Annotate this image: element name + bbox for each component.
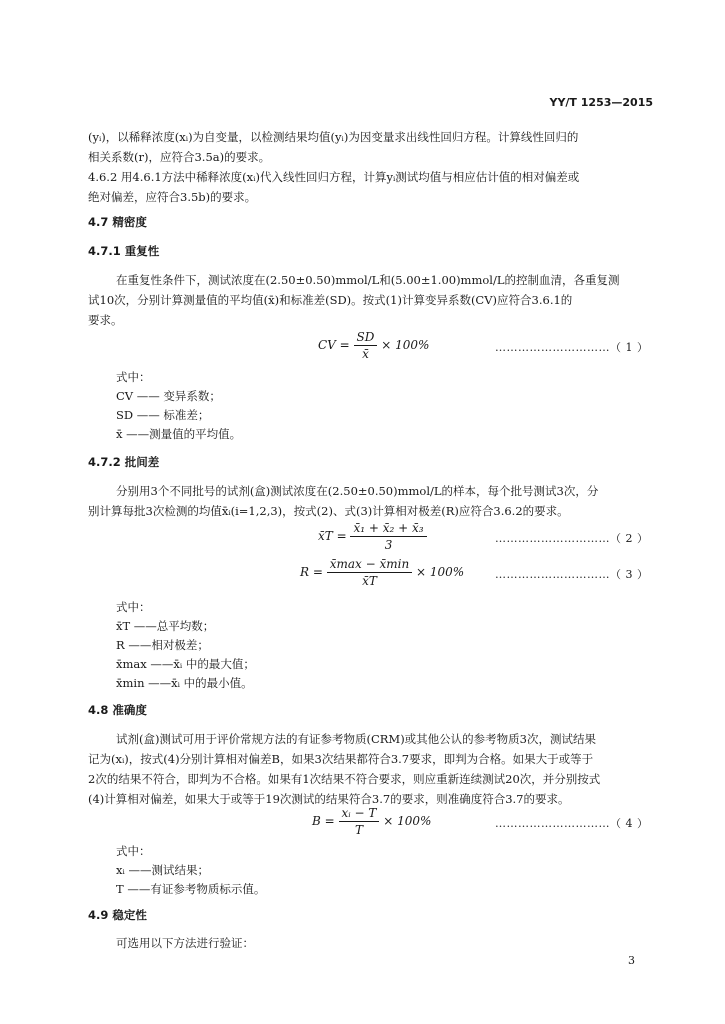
paragraph-line: 4.6.2 用4.6.1方法中稀释浓度(xᵢ)代入线性回归方程，计算yᵢ测试均值与相应估计值的相对偏差或 [88, 170, 580, 184]
equation-1: CV = $\frac{SD}{x̄}$ × 100% [318, 330, 430, 361]
paragraph-line: 试剂(盒)测试可用于评价常规方法的有证参考物质(CRM)或其他公认的参考物质3次，测试结果 [116, 732, 596, 746]
equation-number: …………………………（ 3 ） [495, 568, 649, 581]
paragraph-line: 绝对偏差，应符合3.5b)的要求。 [88, 190, 257, 204]
paragraph-line: 要求。 [88, 313, 123, 327]
equation-fraction: $\frac{SD}{x̄}$ [354, 330, 378, 361]
section-heading: 4.9 稳定性 [88, 908, 147, 922]
paragraph-line: 可选用以下方法进行验证： [116, 936, 254, 950]
definition-line: x̄ ——测量值的平均值。 [116, 427, 242, 441]
definition-line: x̄T ——总平均数； [116, 619, 215, 633]
equation-3: R = $\frac{x̄\max - x̄\min}{x̄T}$ × 100% [300, 557, 465, 588]
definition-line: x̄max ——x̄ᵢ 中的最大值； [116, 657, 255, 671]
paragraph-line: 在重复性条件下，测试浓度在(2.50±0.50)mmol/L和(5.00±1.00)mmol/L的控制血清，各重复测 [116, 273, 620, 287]
definition-line: x̄min ——x̄ᵢ 中的最小值。 [116, 676, 253, 690]
equation-fraction: $\frac{\text{xᵢ − T}}{T}$ [339, 806, 380, 837]
paragraph-line: 分别用3个不同批号的试剂(盒)测试浓度在(2.50±0.50)mmol/L的样本，每个批号测试3次，分 [116, 484, 599, 498]
equation-4: B = $\frac{\text{xᵢ − T}}{T}$ × 100% [312, 806, 432, 837]
definition-line: 式中： [116, 370, 151, 384]
paragraph-line: 2次的结果不符合，即判为不合格。如果有1次结果不符合要求，则应重新连续测试20次，并分别按式 [88, 772, 601, 786]
definition-line: CV —— 变异系数； [116, 389, 221, 403]
paragraph-line: 记为(xᵢ)，按式(4)分别计算相对偏差B，如果3次结果都符合3.7要求，即判为合格。如果大于或等于 [88, 752, 594, 766]
paragraph-line: (4)计算相对偏差，如果大于或等于19次测试的结果符合3.7的要求，则准确度符合3.7的要求。 [88, 792, 570, 806]
definition-line: 式中： [116, 600, 151, 614]
definition-line: 式中： [116, 844, 151, 858]
equation-number: …………………………（ 4 ） [495, 817, 649, 830]
subsection-heading: 4.7.1 重复性 [88, 244, 160, 258]
document-code: YY/T 1253—2015 [549, 96, 653, 109]
definition-line: SD —— 标准差； [116, 408, 210, 422]
equation-number: …………………………（ 1 ） [495, 341, 649, 354]
equation-2: x̄T = $\frac{\text{x̄₁ + x̄₂ + x̄₃}}{3}$ [318, 521, 427, 552]
definition-line: R ——相对极差； [116, 638, 209, 652]
page-number: 3 [628, 954, 635, 967]
definition-line: xᵢ ——测试结果； [116, 863, 209, 877]
section-heading: 4.8 准确度 [88, 703, 147, 717]
definition-line: T ——有证参考物质标示值。 [116, 882, 266, 896]
section-heading: 4.7 精密度 [88, 215, 147, 229]
equation-number: …………………………（ 2 ） [495, 532, 649, 545]
paragraph-line: (yᵢ)，以稀释浓度(xᵢ)为自变量，以检测结果均值(yᵢ)为因变量求出线性回归方程。计算线性回归的 [88, 130, 579, 144]
paragraph-line: 试10次，分别计算测量值的平均值(x̄)和标准差(SD)。按式(1)计算变异系数(CV)应符合3.6.1的 [88, 293, 573, 307]
subsection-heading: 4.7.2 批间差 [88, 455, 160, 469]
equation-fraction: $\frac{x̄\max - x̄\min}{x̄T}$ [327, 557, 412, 588]
equation-fraction: $\frac{\text{x̄₁ + x̄₂ + x̄₃}}{3}$ [350, 521, 426, 552]
paragraph-line: 别计算每批3次检测的均值x̄ᵢ(i=1,2,3)，按式(2)、式(3)计算相对极差(R)应符合3.6.2的要求。 [88, 504, 569, 518]
paragraph-line: 相关系数(r)，应符合3.5a)的要求。 [88, 150, 271, 164]
